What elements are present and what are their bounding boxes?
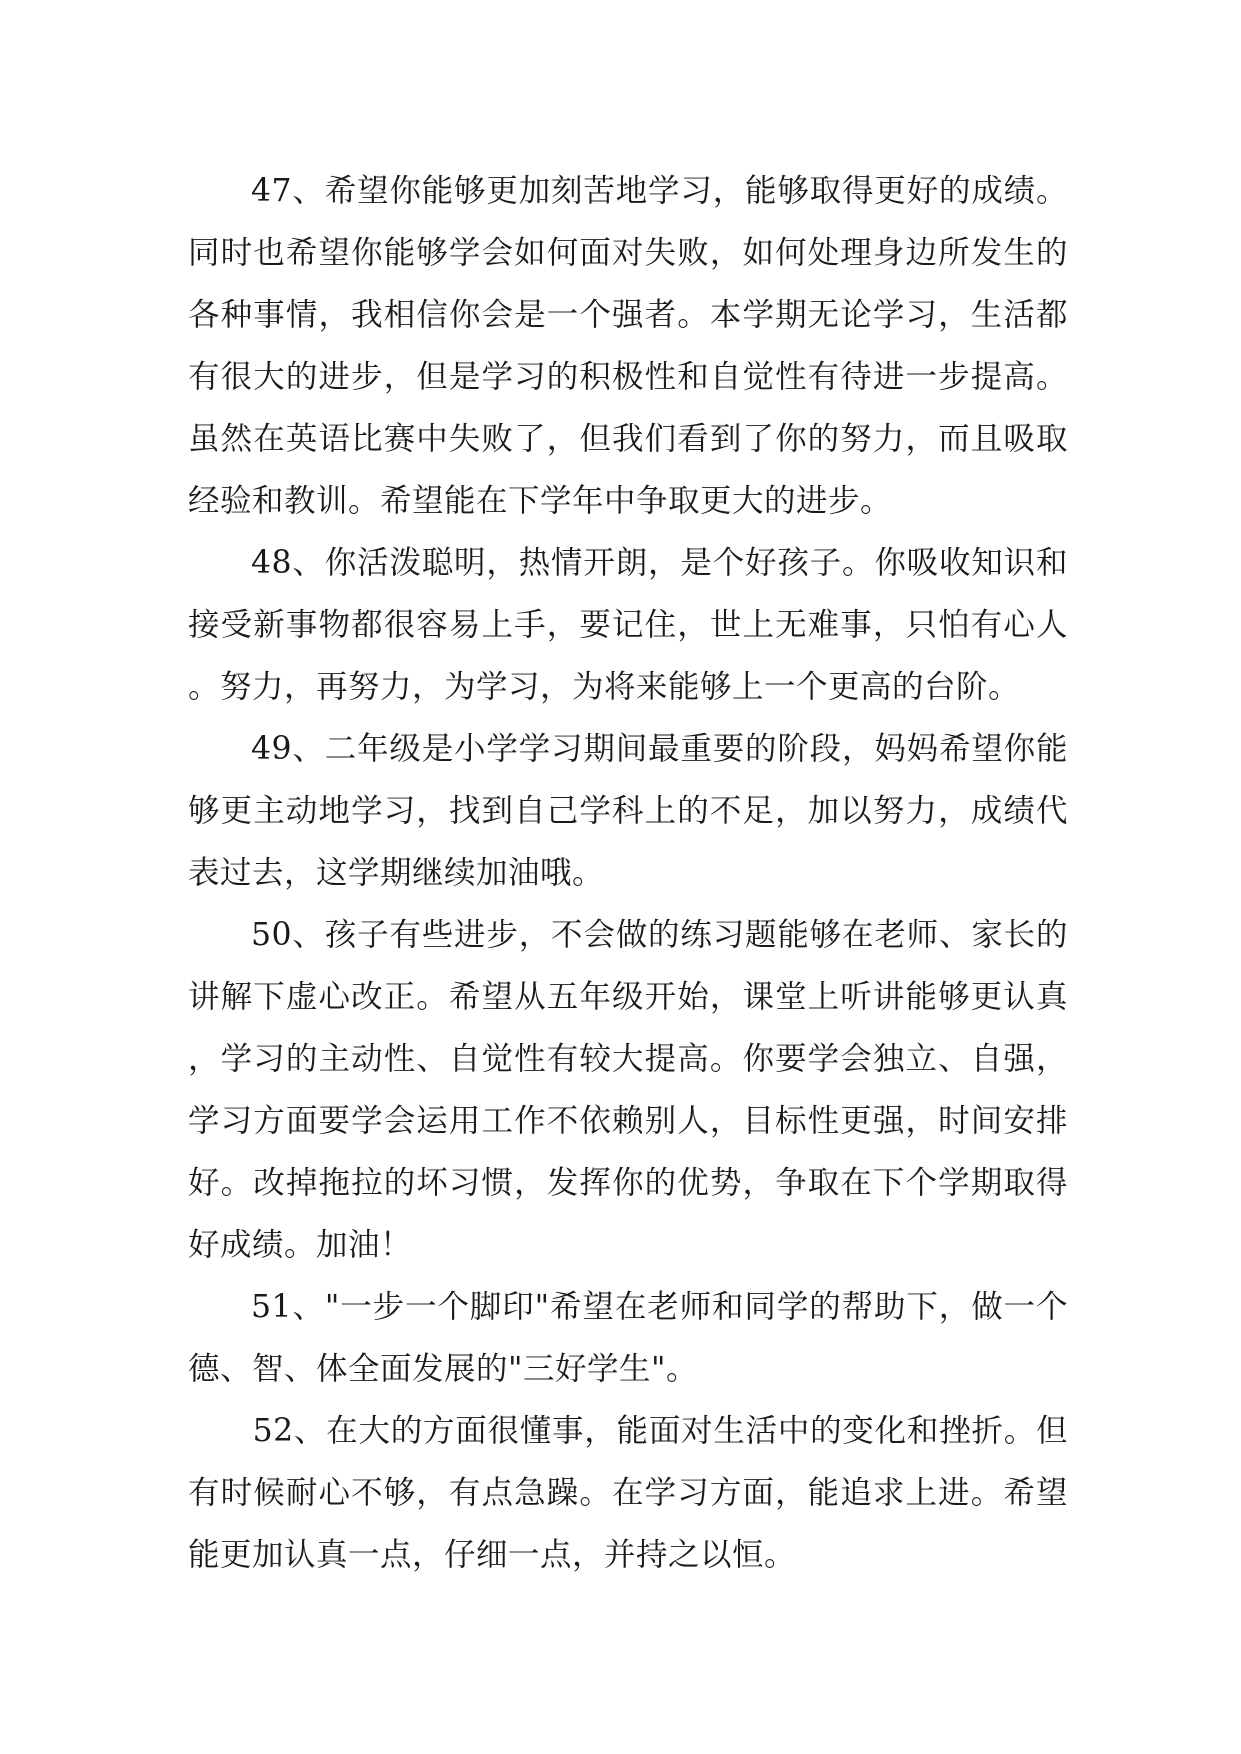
paragraph-51: 51、"一步一个脚印"希望在老师和同学的帮助下，做一个德、智、体全面发展的"三好学生"。 bbox=[188, 1289, 1069, 1387]
paragraph-48: 48、你活泼聪明，热情开朗，是个好孩子。你吸收知识和接受新事物都很容易上手，要记住，世上无难事，只怕有心人。努力，再努力，为学习，为将来能够上一个更高的台阶。 bbox=[188, 545, 1068, 705]
paragraph-49: 49、二年级是小学学习期间最重要的阶段，妈妈希望你能够更主动地学习，找到自己学科上的不足，加以努力，成绩代表过去，这学期继续加油哦。 bbox=[188, 731, 1068, 891]
document-body bbox=[188, 160, 1068, 1586]
paragraph-50: 50、孩子有些进步，不会做的练习题能够在老师、家长的讲解下虚心改正。希望从五年级开始，课堂上听讲能够更认真，学习的主动性、自觉性有较大提高。你要学会独立、自强，学习方面要学会运用工作不依赖别人，目标性更强，时间安排好。改掉拖拉的坏习惯，发挥你的优势，争取在下个学期取得好成绩。加油！ bbox=[188, 917, 1068, 1263]
paragraph-47: 47、希望你能够更加刻苦地学习，能够取得更好的成绩。同时也希望你能够学会如何面对失败，如何处理身边所发生的各种事情，我相信你会是一个强者。本学期无论学习，生活都有很大的进步，但是学习的积极性和自觉性有待进一步提高。虽然在英语比赛中失败了，但我们看到了你的努力，而且吸取经验和教训。希望能在下学年中争取更大的进步。 bbox=[188, 173, 1068, 519]
paragraph-52: 52、在大的方面很懂事，能面对生活中的变化和挫折。但有时候耐心不够，有点急躁。在学习方面，能追求上进。希望能更加认真一点，仔细一点，并持之以恒。 bbox=[188, 1413, 1068, 1573]
